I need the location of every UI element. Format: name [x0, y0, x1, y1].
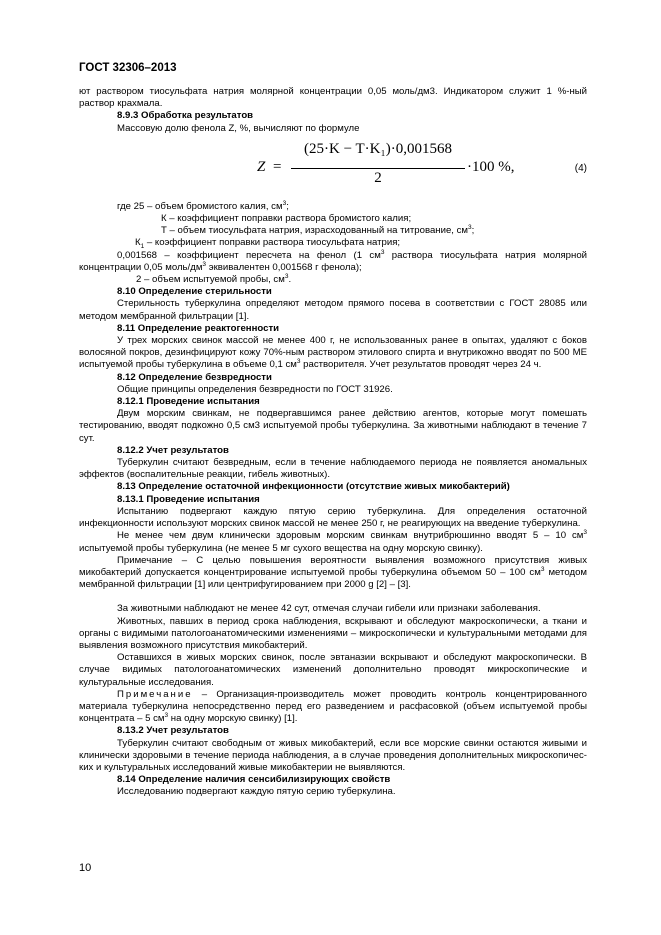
heading-8-9-3: 8.9.3 Обработка результатов [117, 110, 254, 122]
paragraph-8-9-3: Массовую долю фенола Z, %, вычисляют по формуле [117, 122, 360, 134]
definition-k: К – коэффициент поправки раствора бромистого калия; [161, 213, 412, 225]
paragraph-observation: За животными наблюдают не менее 42 сут, отмечая случаи гибели или признаки заболевания. [117, 603, 541, 615]
definition-t: Т – объем тиосульфата натрия, израсходованный на титрование, $см^3$; [161, 224, 475, 237]
definition-2: 2 – объем испытуемой пробы, $см^3$. [136, 272, 292, 286]
note-concentration: Примечание – С целью повышения вероятности выявления возможного присутствия живых микобактерий допускается концентрирование испытуемой пробы туберкулина объемом 50 – 100 $см^3$ методом мембранной фильтрации [1] или центрифугированием при 2000 g [2] – [3]. [79, 554, 587, 591]
paragraph-8-13-1-a: Испытанию подвергают каждую пятую серию туберкулина. Для определения остаточной инфекционности используют морских свинок массой не менее 250 г, не реагирующих на введение туберкулина. [79, 505, 587, 530]
definition-25: где 25 – объем бромистого калия, $см^3$; [117, 199, 289, 212]
definition-coefficient: 0,001568 – коэффициент пересчета на фенол (1 $см^3$ раствора тиосульфата натрия молярной концентрации 0,05 моль/$дм^3$ эквивалентен 0,001568 г фенола); [79, 248, 588, 273]
heading-8-10: 8.10 Определение стерильности [117, 286, 272, 298]
paragraph-8-12-1: Двум морским свинкам, не подвергавшимся ранее действию агентов, которые могут помешать тестированию, вводят подкожно 0,5 см3 испытуемой пробы туберкулина. За животными наблюдают в течение 7 сут. [79, 408, 587, 444]
heading-8-13-2: 8.13.2 Учет результатов [117, 725, 229, 737]
formula-fraction-line [291, 168, 465, 169]
page-number: 10 [79, 862, 92, 874]
heading-8-14: 8.14 Определение наличия сенсибилизирующих свойств [117, 774, 391, 786]
paragraph-8-12-2: Туберкулин считают безвредным, если в течение наблюдаемого периода не появляется аномальных эффектов (воспалительные реакции, гибель животных). [79, 457, 587, 481]
heading-8-12: 8.12 Определение безвредности [117, 371, 272, 383]
paragraph-8-11: У трех морских свинок массой не менее 400 г, не использованных ранее в опытах, удаляют с боков волосяной покров, дезинфицируют кожу 70%-ным раствором этилового спирта и внутрикожно вводят по 500 МЕ испытуемой пробы туберкулина в объеме 0,1 $см^3$ растворителя. Учет результатов проводят через 24 ч. [79, 335, 587, 371]
paragraph-dead-animals: Животных, павших в период срока наблюдения, вскрывают и обследуют макроскопически, а ткани и органы с видимыми патологоанатомическими изменениями – микроскопически и культуральными методами для выявления возможного присутствия микобактерий. [79, 615, 587, 651]
paragraph-8-13-2: Туберкулин считают свободным от живых микобактерий, если все морские свинки остаются живыми и клинически здоровыми в течение периода наблюдения, а в случае проведения дополнительных микроскопичес-ких и культуральных исследований живые микобактерии не выявляются. [79, 737, 587, 773]
paragraph-continued: ют раствором тиосульфата натрия молярной концентрации 0,05 моль/дм3. Индикатором служит 1 %-ный раствор крахмала. [79, 86, 587, 110]
heading-8-13-1: 8.13.1 Проведение испытания [117, 493, 260, 505]
formula-multiplier: ·100 %, [467, 158, 515, 175]
paragraph-8-10: Стерильность туберкулина определяют методом прямого посева в соответствии с ГОСТ 28085 или методом мембранной фильтрации [1]. [79, 298, 587, 322]
paragraph-8-14: Исследованию подвергают каждую пятую серию туберкулина. [117, 786, 396, 798]
formula-equals: = [273, 158, 282, 175]
formula-denominator: 2 [374, 169, 382, 186]
note-manufacturer: Примечание – Организация-производитель может проводить контроль концентрированного материала туберкулина непосредственно перед его разведением и расфасовкой (объем испытуемой пробы концентрата – 5 $см^3$ на одну морскую свинку) [1]. [79, 688, 587, 725]
paragraph-8-13-1-b: Не менее чем двум клинически здоровым морским свинкам внутрибрюшинно вводят 5 – 10 $см^3$ испытуемой пробы туберкулина (не менее 5 мг сухого вещества на одну морскую свинку). [79, 529, 587, 554]
document-header: ГОСТ 32306–2013 [79, 62, 177, 74]
paragraph-8-12: Общие принципы определения безвредности по ГОСТ 31926. [117, 383, 393, 395]
heading-8-12-1: 8.12.1 Проведение испытания [117, 396, 260, 408]
heading-8-11: 8.11 Определение реактогенности [117, 322, 280, 334]
heading-8-12-2: 8.12.2 Учет результатов [117, 444, 229, 456]
formula-number: (4) [574, 162, 587, 174]
page-body [79, 86, 587, 799]
formula-lhs: Z [257, 158, 266, 175]
paragraph-surviving-animals: Оставшихся в живых морских свинок, после эвтаназии вскрывают и обследуют макроскопически. В случае видимых патологоанатомических изменений дополнительно проводят микроскопические и культуральные исследования. [79, 652, 587, 688]
definition-k1: $К_1$ – коэффициент поправки раствора тиосульфата натрия; [135, 237, 401, 251]
formula-4 [79, 139, 587, 199]
heading-8-13: 8.13 Определение остаточной инфекционности (отсутствие живых микобактерий) [117, 481, 510, 493]
formula-numerator: (25·K − T·K₁)·0,001568 [304, 140, 452, 157]
